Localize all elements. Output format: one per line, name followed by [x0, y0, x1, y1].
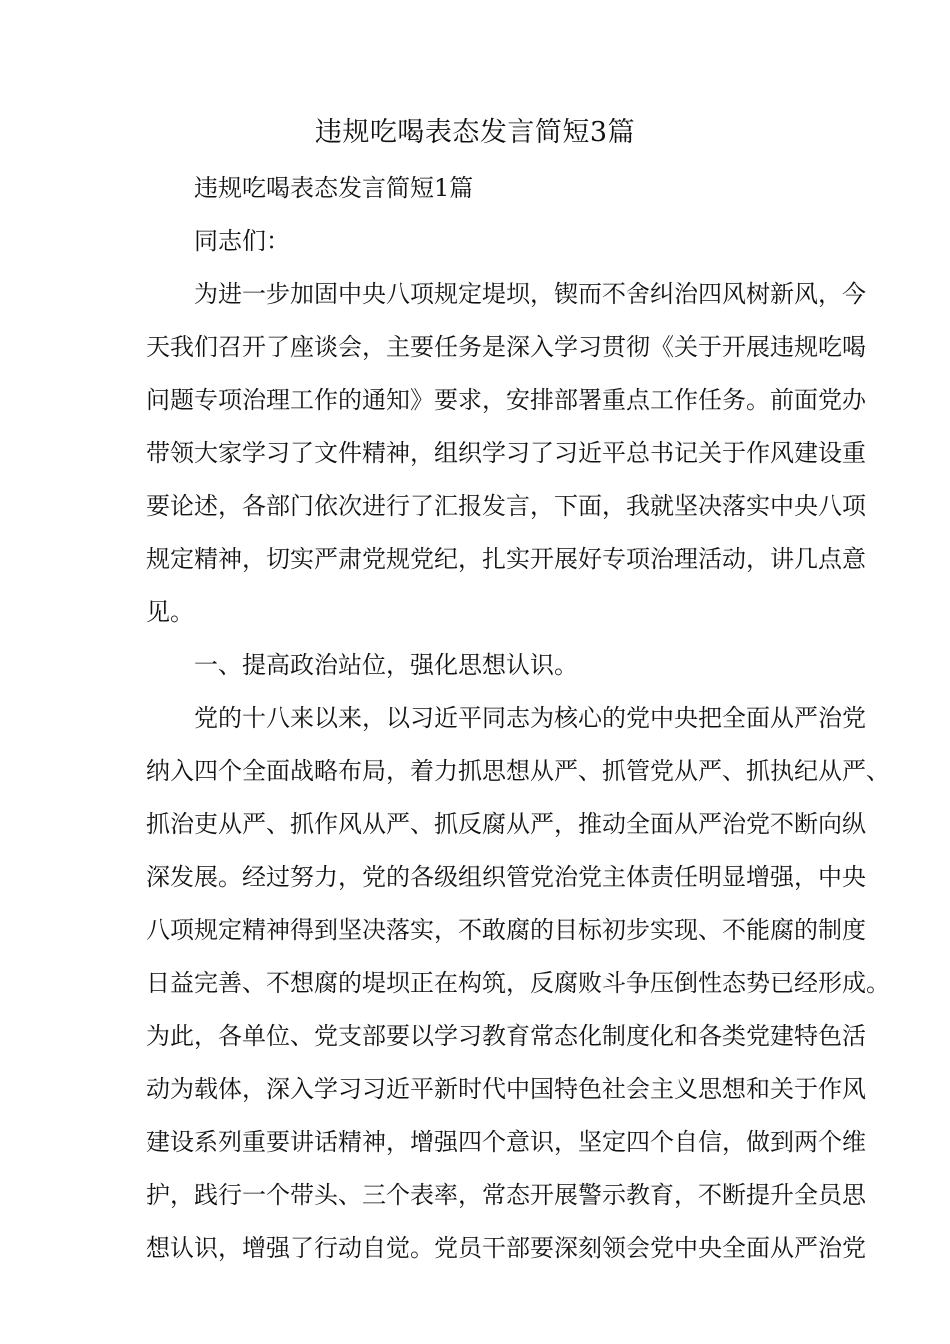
- paragraph-line: 建设系列重要讲话精神，增强四个意识，坚定四个自信，做到两个维: [146, 1128, 866, 1156]
- paragraph-line: 抓治吏从严、抓作风从严、抓反腐从严，推动全面从严治党不断向纵: [146, 810, 866, 838]
- paragraph-line: 党的十八来以来，以习近平同志为核心的党中央把全面从严治党: [194, 704, 866, 732]
- paragraph-line: 护，践行一个带头、三个表率，常态开展警示教育，不断提升全员思: [146, 1181, 866, 1209]
- paragraph-line: 为此，各单位、党支部要以学习教育常态化制度化和各类党建特色活: [146, 1022, 866, 1050]
- paragraph-line: 问题专项治理工作的通知》要求，安排部署重点工作任务。前面党办: [146, 386, 866, 414]
- section-heading: 一、提高政治站位，强化思想认识。: [194, 651, 578, 679]
- paragraph-line: 日益完善、不想腐的堤坝正在构筑，反腐败斗争压倒性态势已经形成。: [146, 969, 890, 997]
- paragraph-line: 深发展。经过努力，党的各级组织管党治党主体责任明显增强，中央: [146, 863, 866, 891]
- paragraph-line: 八项规定精神得到坚决落实，不敢腐的目标初步实现、不能腐的制度: [146, 916, 866, 944]
- paragraph-line: 见。: [146, 598, 194, 626]
- salutation: 同志们：: [194, 227, 290, 255]
- paragraph-line: 规定精神，切实严肃党规党纪，扎实开展好专项治理活动，讲几点意: [146, 545, 866, 573]
- paragraph-line: 动为载体，深入学习习近平新时代中国特色社会主义思想和关于作风: [146, 1075, 866, 1103]
- paragraph-line: 带领大家学习了文件精神，组织学习了习近平总书记关于作风建设重: [146, 439, 866, 467]
- paragraph-line: 天我们召开了座谈会，主要任务是深入学习贯彻《关于开展违规吃喝: [146, 333, 866, 361]
- paragraph-line: 要论述，各部门依次进行了汇报发言，下面，我就坚决落实中央八项: [146, 492, 866, 520]
- paragraph-line: 想认识，增强了行动自觉。党员干部要深刻领会党中央全面从严治党: [146, 1234, 866, 1262]
- subtitle: 违规吃喝表态发言简短1篇: [194, 174, 474, 202]
- paragraph-line: 为进一步加固中央八项规定堤坝，锲而不舍纠治四风树新风，今: [194, 280, 866, 308]
- paragraph-line: 纳入四个全面战略布局，着力抓思想从严、抓管党从严、抓执纪从严、: [146, 757, 890, 785]
- document-title: 违规吃喝表态发言简短3篇: [314, 117, 636, 148]
